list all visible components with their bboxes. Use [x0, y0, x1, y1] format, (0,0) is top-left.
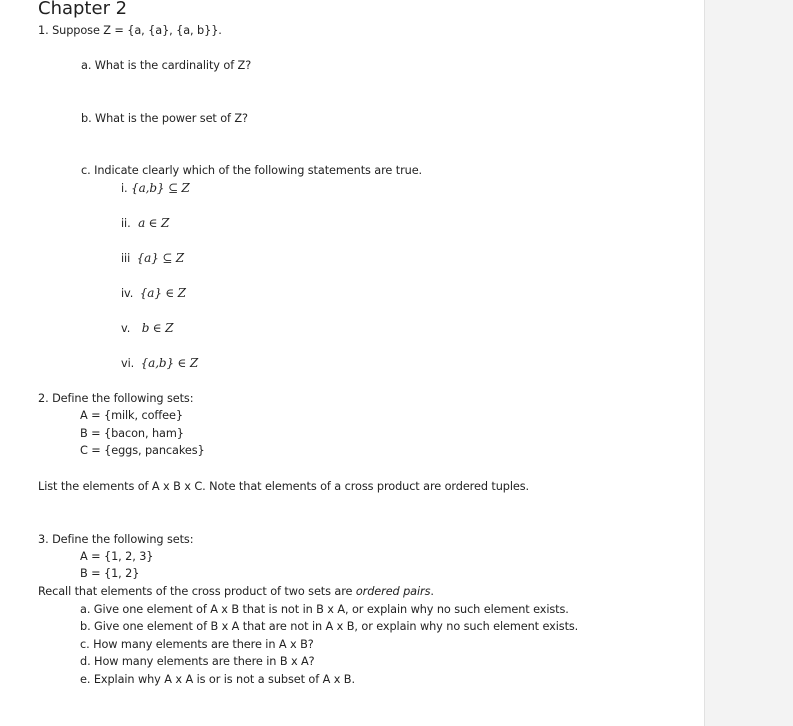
statement-lhs: a: [138, 216, 146, 230]
statement-ii: [121, 216, 169, 231]
element-of-symbol: ∈: [148, 216, 158, 230]
statement-lhs: {a}: [139, 286, 162, 300]
statement-iii: [121, 251, 184, 266]
statement-rhs: Z: [165, 321, 174, 335]
statement-label: iv.: [121, 287, 134, 300]
statement-vi: [121, 356, 198, 371]
q2-set-a: A = {milk, coffee}: [80, 409, 183, 422]
q3-stem: 3. Define the following sets:: [38, 533, 194, 546]
statement-label: vi.: [121, 357, 135, 370]
statement-lhs: b: [141, 321, 150, 335]
subset-symbol: ⊆: [167, 181, 178, 195]
element-of-symbol: ∈: [152, 321, 162, 335]
q1-part-c: c. Indicate clearly which of the following statements are true.: [81, 164, 423, 177]
q1-part-b: b. What is the power set of Z?: [81, 112, 248, 125]
statement-rhs: Z: [181, 181, 190, 195]
element-of-symbol: ∈: [165, 286, 175, 300]
statement-lhs: {a,b}: [140, 356, 175, 370]
statement-rhs: Z: [177, 286, 186, 300]
statement-iv: [121, 286, 186, 301]
q2-set-c: C = {eggs, pancakes}: [80, 444, 205, 457]
recall-suffix: .: [430, 585, 434, 598]
statement-label: ii.: [121, 217, 131, 230]
q3-part-d: d. How many elements are there in B x A?: [80, 655, 315, 668]
statement-rhs: Z: [175, 251, 184, 265]
q3-part-b: b. Give one element of B x A that are not in A x B, or explain why no such element exists.: [80, 620, 579, 633]
q2-stem: 2. Define the following sets:: [38, 392, 194, 405]
statement-rhs: Z: [160, 216, 170, 230]
statement-v: [121, 321, 173, 336]
statement-i: [121, 181, 190, 196]
statement-label: i.: [121, 182, 128, 195]
q3-set-b: B = {1, 2}: [80, 567, 140, 580]
statement-rhs: Z: [189, 356, 199, 370]
recall-emphasis: ordered pairs: [355, 585, 431, 598]
statement-label: v.: [121, 322, 131, 335]
q1-part-a: a. What is the cardinality of Z?: [81, 59, 252, 72]
q2-set-b: B = {bacon, ham}: [80, 427, 184, 440]
q3-set-a: A = {1, 2, 3}: [80, 550, 154, 563]
subset-symbol: ⊆: [162, 251, 173, 265]
recall-prefix: Recall that elements of the cross product of two sets are: [38, 585, 356, 598]
q3-part-a: a. Give one element of A x B that is not in B x A, or explain why no such element exists.: [80, 603, 569, 616]
q3-recall: [38, 585, 434, 599]
chapter-title: Chapter 2: [38, 0, 128, 19]
statement-lhs: {a,b}: [131, 181, 165, 195]
statement-lhs: {a}: [136, 251, 159, 265]
q1-stem: 1. Suppose Z = {a, {a}, {a, b}}.: [38, 24, 222, 37]
q3-part-c: c. How many elements are there in A x B?: [80, 638, 314, 651]
element-of-symbol: ∈: [177, 356, 187, 370]
statement-label: iii: [121, 252, 131, 265]
q3-part-e: e. Explain why A x A is or is not a subset of A x B.: [80, 673, 355, 686]
side-panel: [704, 0, 793, 726]
q2-task: List the elements of A x B x C. Note that elements of a cross product are ordered tuples.: [38, 480, 530, 493]
